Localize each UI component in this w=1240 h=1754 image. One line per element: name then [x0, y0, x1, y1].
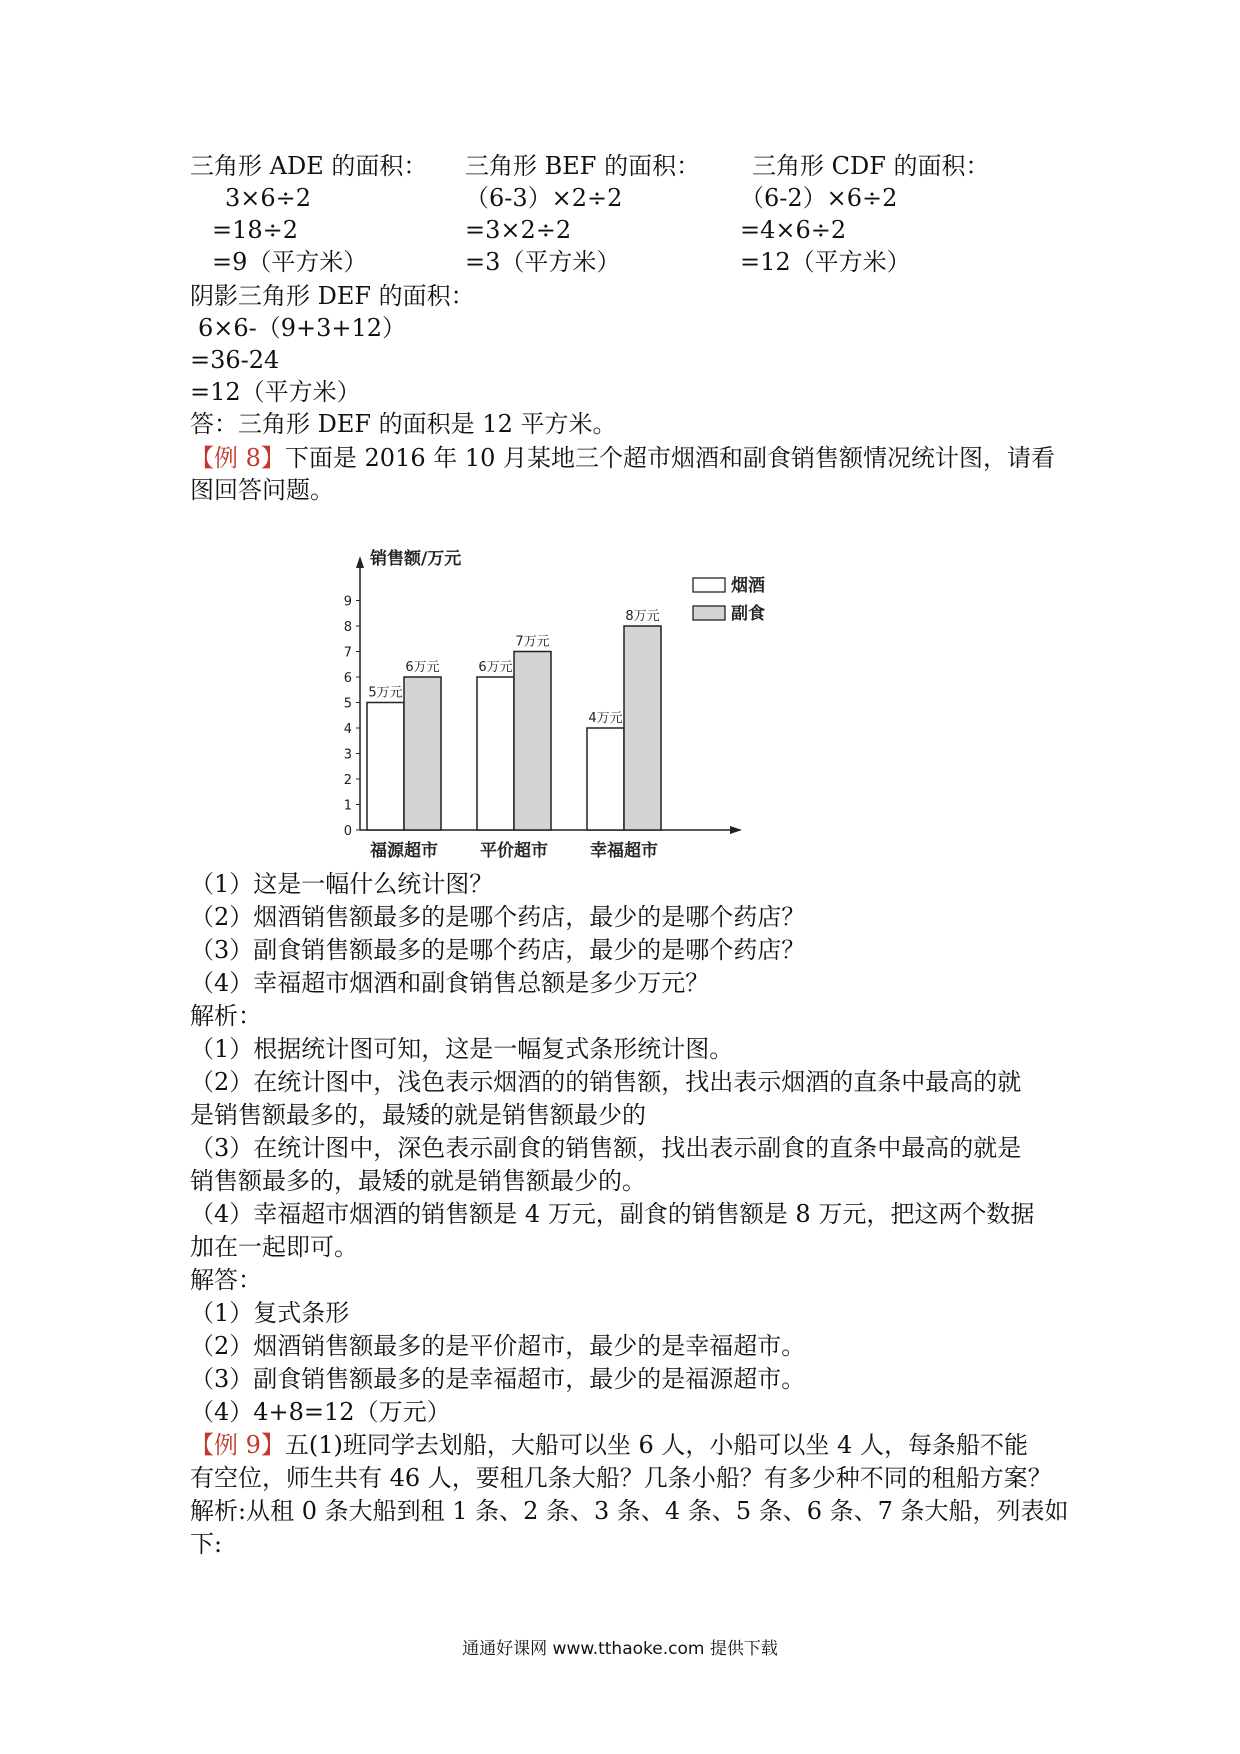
y-tick-label: 2 [343, 773, 352, 788]
question-1: （1）这是一幅什么统计图？ [190, 870, 494, 898]
y-tick-label: 8 [343, 620, 352, 635]
analysis-line-5: 销售额最多的，最矮的就是销售额最少的。 [190, 1167, 646, 1195]
ade-result: =9（平方米） [212, 248, 368, 276]
y-axis-label: 销售额/万元 [370, 549, 462, 569]
example9-line2: 有空位，师生共有 46 人，要租几条大船？几条小船？有多少种不同的租船方案？ [190, 1464, 1052, 1492]
chart-bars [367, 609, 661, 861]
bef-step1: （6-3）×2÷2 [465, 184, 623, 212]
analysis-line-3: 是销售额最多的，最矮的就是销售额最少的 [190, 1101, 646, 1129]
bar-value-label: 6万元 [405, 660, 440, 675]
analysis-line-6: （4）幸福超市烟酒的销售额是 4 万元，副食的销售额是 8 万元，把这两个数据 [190, 1200, 1035, 1228]
example9-line3: 解析:从租 0 条大船到租 1 条、2 条、3 条、4 条、5 条、6 条、7 条大船，列表如 [190, 1497, 1069, 1525]
legend-label: 副食 [731, 604, 765, 624]
analysis-line-7: 加在一起即可。 [190, 1233, 358, 1261]
bef-title: 三角形 BEF 的面积： [465, 152, 701, 180]
bar [514, 652, 551, 831]
bar-value-label: 7万元 [515, 634, 550, 650]
x-category-label: 平价超市 [480, 841, 548, 861]
x-axis-arrow [730, 826, 742, 834]
y-tick-label: 3 [343, 747, 352, 763]
ade-step1: 3×6÷2 [225, 184, 312, 212]
bar [367, 703, 404, 831]
y-tick-label: 5 [343, 696, 352, 712]
question-3: （3）副食销售额最多的是哪个药店，最少的是哪个药店？ [190, 936, 806, 964]
question-4: （4）幸福超市烟酒和副食销售总额是多少万元？ [190, 969, 710, 997]
bar-value-label: 5万元 [368, 685, 403, 701]
analysis-line-2: （2）在统计图中，浅色表示烟酒的的销售额，找出表示烟酒的直条中最高的就 [190, 1068, 1022, 1096]
shadow-step2: =36-24 [190, 346, 280, 374]
bar [477, 677, 514, 830]
footer-credit: 通通好课网 www.tthaoke.com 提供下载 [462, 1639, 778, 1659]
y-tick-label: 9 [343, 594, 352, 610]
bef-result: =3（平方米） [465, 248, 621, 276]
legend-swatch [693, 578, 725, 592]
bar-value-label: 4万元 [588, 711, 623, 726]
example9-line4: 下: [190, 1530, 223, 1558]
y-tick-label: 0 [343, 824, 352, 839]
bar [404, 677, 441, 830]
answer-line-1: （1）复式条形 [190, 1299, 350, 1327]
cdf-title: 三角形 CDF 的面积： [752, 152, 990, 180]
bef-step2: =3×2÷2 [465, 216, 572, 244]
question-2: （2）烟酒销售额最多的是哪个药店，最少的是哪个药店？ [190, 903, 806, 931]
answer-line-3: （3）副食销售额最多的是幸福超市，最少的是福源超市。 [190, 1365, 806, 1393]
analysis-line-4: （3）在统计图中，深色表示副食的销售额，找出表示副食的直条中最高的就是 [190, 1134, 1022, 1162]
cdf-result: =12（平方米） [740, 248, 911, 276]
x-category-label: 幸福超市 [590, 841, 658, 861]
example8-line1 [190, 442, 1055, 474]
bar-value-label: 8万元 [625, 609, 660, 624]
y-axis-arrow [356, 556, 364, 568]
chart-legend [693, 575, 765, 624]
ade-title: 三角形 ADE 的面积： [190, 152, 428, 180]
sales-bar-chart [330, 520, 850, 870]
analysis-title: 解析： [190, 1002, 262, 1030]
y-tick-label: 6 [343, 671, 352, 686]
example9-line1 [190, 1429, 1028, 1461]
bar [624, 626, 661, 830]
ade-step2: =18÷2 [212, 216, 299, 244]
y-tick-label: 7 [343, 645, 352, 661]
x-category-label: 福源超市 [370, 841, 438, 861]
legend-swatch [693, 606, 725, 620]
y-tick-label: 1 [343, 798, 352, 814]
shadow-step1: 6×6-（9+3+12） [198, 314, 407, 342]
cdf-step1: （6-2）×6÷2 [740, 184, 898, 212]
shadow-result: =12（平方米） [190, 378, 361, 406]
analysis-line-1: （1）根据统计图可知，这是一幅复式条形统计图。 [190, 1035, 734, 1063]
shadow-answer: 答：三角形 DEF 的面积是 12 平方米。 [190, 410, 617, 438]
example8-text: 下面是 2016 年 10 月某地三个超市烟酒和副食销售额情况统计图，请看 [284, 444, 1056, 472]
example9-text: 五(1)班同学去划船，大船可以坐 6 人，小船可以坐 4 人，每条船不能 [284, 1431, 1028, 1459]
answer-line-2: （2）烟酒销售额最多的是平价超市，最少的是幸福超市。 [190, 1332, 806, 1360]
answer-line-4: （4）4+8=12（万元） [190, 1398, 451, 1426]
example8-tag: 【例 8】 [190, 444, 285, 472]
bar-value-label: 6万元 [478, 660, 513, 675]
example9-tag: 【例 9】 [190, 1431, 285, 1459]
example8-line2: 图回答问题。 [190, 476, 334, 504]
y-tick-label: 4 [343, 722, 352, 737]
cdf-step2: =4×6÷2 [740, 216, 847, 244]
bar [587, 728, 624, 830]
shadow-title: 阴影三角形 DEF 的面积： [190, 282, 475, 310]
legend-label: 烟酒 [731, 576, 765, 596]
answer-title: 解答： [190, 1266, 262, 1294]
